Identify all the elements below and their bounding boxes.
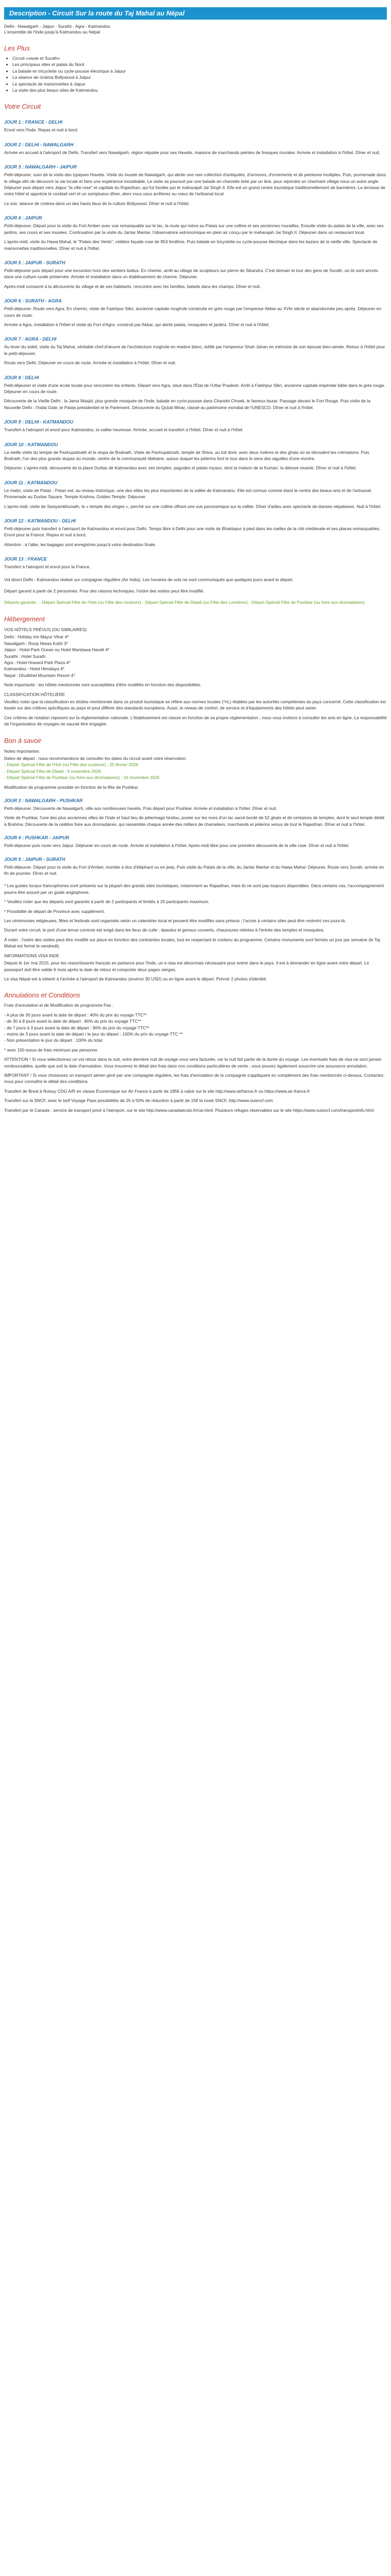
route-line: Delhi - Nawalgarh - Jaipur - Surathi - Agra - Katmandou (4, 24, 110, 29)
day-title: JOUR 6 : SURATH - AGRA (4, 298, 62, 304)
page (0, 7, 391, 2576)
cancel-heading: Annulations et Conditions (4, 991, 80, 999)
day-section (4, 480, 387, 510)
note: Départ garanti à partir de 2 personnes. Pour des raisons techniques, l'ordre des visites peut être modifié. (4, 588, 204, 594)
day-title: JOUR 10 : KATMANDOU (4, 442, 58, 447)
classification-text: Veuillez noter que la classification en étoiles mentionnée dans ce produit touristique se réfère aux normes locales (*nL) établies par les autorités compétentes du pays concerné. Cette classification est basée sur des critères spécifiques au pays et peut différer des standards européens. Aussi, le niveau de confort, de service et d'équipements des hôtels peut varier. (4, 699, 386, 711)
good-quote: * Veuillez noter que les départs sont garantis à partir de 2 participants et limités à 20 participants maximum. (4, 899, 210, 905)
day-text: Après-midi consacré à la découverte du village et de ses habitants, rencontre avec les familles, balade dans les champs. Dîner et nuit. (4, 283, 261, 289)
day-text: Petit-déjeuner. Départ pour la visite du Fort Amber avec vue remarquable sur le lac, la route qui mène au Palais sur une colline et ses anciennes murailles. Ensuite visite du palais de la ville, avec ses jardins, ses cours et ses musées. Continuation par la visite du Jantar Mantar, l'observatoire astronomique en plein air conçu par le maharajah Jai Singh II. Déjeuner dans un restaurant local. (4, 223, 384, 235)
day-title: JOUR 8 : DELHI (4, 375, 39, 380)
day-title: JOUR 12 : KATMANDOU - DELHI (4, 518, 76, 524)
good-day-text: Petit-déjeuner puis route vers Jaipur. Déjeuner en cours de route. Arrivée et installation à l'hôtel. Après-midi libre pour une première découverte de la ville rose. Dîner et nuit à l'hôtel. (4, 843, 350, 849)
day-text: Au lever du soleil, visite du Taj Mahal, véritable chef-d'œuvre de l'architecture moghole en marbre blanc, édifié par l'empereur Shah Jahan en mémoire de son épouse bien-aimée. Retour à l'hôtel pour le petit-déjeuner. (4, 344, 385, 356)
day-section (4, 375, 387, 411)
day-title: JOUR 3 : NAWALGARH - JAIPUR (4, 164, 77, 170)
day-text: Attention : à l'aller, les bagages sont enregistrés jusqu'à votre destination finale. (4, 541, 156, 547)
day-text: Envol vers l'Inde. Repas et nuit à bord. (4, 127, 78, 133)
hotel-line: Katmandou : Hotel Himalaya 4* (4, 666, 64, 672)
cancel-attention: ATTENTION ! Si vous sélectionnez un vol retour dans la nuit, votre dernière nuit de voyage vous sera facturée, car la nuit fait partie de la durée du voyage. Les éventuels frais de visa ne sont jamais remboursables, quelle que soit la date d'annulation. Vous trouverez le détail des frais dans nos conditions particulières de vente ; vous pouvez également souscrire une assurance annulation. (4, 1057, 382, 1069)
note-dates: Départs garantis : - Départ Spécial Fête de l'Holi (ou Fête des couleurs) - Départ Spécial Fête de Diwali (ou Fête des Lumières) - Départ Spécial Fête de Pushkar (ou foire aux dromadaires) (4, 600, 365, 605)
hotel-line: Delhi : Holiday Inn Mayur Vihar 4* (4, 634, 69, 640)
hotel-line: Nawalgarh : Roop Niwas Kothi 3* (4, 640, 68, 646)
good-day-title: JOUR 5 : JAIPUR - SURATH (4, 856, 66, 862)
day-section (4, 518, 387, 548)
route-summary: L'ensemble de l'Inde jusqu'à Katmandou au Népal (4, 29, 100, 35)
day-text: Déjeuner. L'après-midi, découverte de la place Durbar de Katmandou avec ses temples, pagodes et palais royaux, dont la maison de la Kumari, la déesse vivante. Dîner et nuit à l'hôtel. (4, 465, 357, 471)
plus-item: • La balade en tricyclette ou cycle-pousse électrique à Jaipur (12, 68, 387, 74)
day-section (4, 442, 387, 471)
plus-item: • Le spectacle de marionnettes à Jaipur (12, 81, 387, 87)
day-text: Arrivée à Agra, installation à l'hôtel et visite du Fort d'Agra, construit par Akbar, qui abrite palais, mosquées et jardins. Dîner et nuit à l'hôtel. (4, 321, 270, 327)
hotel-line: Jaipur : Hotel Park Ocean ou Hotel Mandawa Haveli 4* (4, 647, 109, 653)
good-date: - Départ Spécial Fête de Diwali : 4 novembre 2026 (4, 768, 101, 774)
plus-item: • Circuit «vaute et Surath» (12, 55, 387, 61)
day-text: Le soir, séance de cinéma dans un des hauts lieux de la culture Bollywood. Dîner et nuit à l'hôtel. (4, 200, 190, 206)
day-text: Petit-déjeuner. Route vers Agra. En chemin, visite de Fatehpur Sikri, ancienne capitale moghole construite en grès rouge par l'empereur Akbar au XVIe siècle et abandonnée peu après. Déjeuner en cours de route. (4, 306, 382, 318)
plus-heading: Les Plus (4, 44, 30, 52)
good-heading: Bon à savoir (4, 736, 42, 744)
hotel-line: Nepal : Dhulikhel Mountain Resort 4* (4, 672, 75, 678)
day-text: Découverte de la Vieille Delhi : la Jama Masjid, plus grande mosquée de l'Inde, balade en cyclo-pousse dans Chandni Chowk, le fameux bazar. Passage devant le Fort Rouge. Puis visite de la Nouvelle Delhi : l'India Gate, le Palais présidentiel et le Parlement. Découverte du Qutub Minar, classé au patrimoine mondial de l'UNESCO. Dîner et nuit à l'hôtel. (4, 398, 371, 410)
good-day-text: Petit-déjeuner. Départ pour la visite du Fort d'Amber, montée à dos d'éléphant ou en jeep. Puis visite du Palais de la ville, du Jantar Mantar et du Hawa Mahal. Déjeuner. Route vers Surath, arrivée en fin de journée. Dîner et nuit. (4, 864, 384, 876)
circuit-notes (4, 577, 387, 606)
plus-item: • La séance de cinéma Bollywood à Jaipur (12, 74, 387, 80)
good-date: - Départ Spécial Fête de Pushkar (ou foire aux dromadaires) : 16 novembre 2026 (4, 775, 160, 781)
day-title: JOUR 4 : JAIPUR (4, 215, 42, 221)
cancel-line: - de 30 à 8 jours avant la date de départ : 80% du prix du voyage TTC** (4, 1019, 141, 1024)
good-ethnic: Les cérémonies religieuses, fêtes et festivals sont organisés selon un calendrier local et peuvent être modifiés sans préavis ; l'accès à certains sites peut être restreint ces jours-là. (4, 918, 346, 924)
cancel-section (4, 1002, 387, 1113)
hotels-section (4, 626, 387, 727)
hotel-line: Agra : Hotel Howard Park Plaza 4* (4, 659, 71, 665)
good-day-text: Petit-déjeuner. Découverte de Nawalgarh, ville aux nombreuses havelis. Puis départ pour Pushkar. Arrivée et installation à l'hôtel. Dîner et nuit. (4, 806, 278, 811)
cancel-important: IMPORTANT ! Si vous choisissez un transport aérien géré par une compagnie régulière, les frais d'annulation de la compagnie s'appliquent en complément des frais mentionnés ci-dessus. Contactez-nous pour connaître le détail des conditions. (4, 1072, 385, 1084)
day-title: JOUR 9 : DELHI - KATMANDOU (4, 419, 73, 425)
day-section (4, 298, 387, 328)
day-section (4, 419, 387, 433)
day-section (4, 215, 387, 251)
cancel-transfer: Transfert sur la SNCF, avec le tarif Voyage Pass possibilités de 25 à 50% de réduction à partir de 15€ la route SNCF, http://www.ouisncf.com (4, 1098, 273, 1104)
good-quote: * Les guides locaux francophones sont présents sur la plupart des grands sites touristiques, notamment au Rajasthan, mais ils ne sont pas toujours disponibles. Dans certains cas, l'accompagnement pourra être assuré par un guide anglophone. (4, 883, 384, 895)
visa-text: Depuis le 1er mai 2015, pour les ressortissants français en partance pour l'Inde, un e-visa est désormais nécessaire pour entrer dans le pays. Il est à demander en ligne avant votre départ. Le passeport doit être valide 6 mois après la date de retour et comporter deux pages vierges. (4, 960, 369, 972)
day-title: JOUR 11 : KATMANDOU (4, 480, 58, 485)
good-section (4, 748, 387, 982)
day-text: Petit-déjeuner, suivi de la visite des typiques Havelis. Visite du musée de Nawalgarh, qui abrite une rare collection d'antiquités, d'armures, d'ornements et de peintures multiples. Puis, promenade dans le village afin de découvrir la vie locale et faire une expérience inoubliable. Le visite se poursuit par une balade en charrette tirée par un âne, pour rejoindre un charmant village nous un autre angle. Déjeuner puis départ vers Jaipur "la ville rose" et capitale du Rajasthan, qui fut fondée par le maharajah Jai Singh II. Elle est un grand centre touristique traditionnellement de bannières. La terrasse de notre hôtel et apprécie le cocktail vert et un somptueux dîner, alors vous vous arrêterez au cœur de l'artisanat local. (4, 172, 386, 197)
hotels-note: Note importante : les hôtels mentionnés sont susceptibles d'être modifiés en fonction des disponibilités. (4, 682, 202, 688)
day-text: Petit-déjeuner et visite d'une école locale pour rencontrer les enfants. Départ vers Agra, situé dans l'État de l'Uttar Pradesh. Arrêt à Fatehpur Sikri, ancienne capitale impériale bâtie dans le grès rouge. Déjeuner en cours de route. (4, 382, 385, 394)
page-banner: Description - Circuit Sur la route du Taj Mahal au Népal (4, 7, 387, 20)
good-attention: À noter : l'ordre des visites peut être modifié sur place en fonction des contraintes locales, tout en respectant le contenu du programme. Certains monuments sont fermés un jour par semaine (le Taj Mahal est fermé le vendredi). (4, 937, 380, 949)
day-text: Transfert à l'aéroport et envol pour la France. (4, 564, 91, 570)
good-day-title: JOUR 4 : PUSHKAR - JAIPUR (4, 835, 70, 841)
day-text: Le matin, visite de Patan : Patan est, au niveau historique, une des villes les plus importantes de la vallée de Katmandou. Elle est connue comme étant le centre des beaux-arts et de l'artisanat. Promenade au Durbar Square, Temple Krishna, Golden Temple. Déjeuner. (4, 487, 372, 500)
classification-disclaimer: Ces critères de notation reposent sur la réglementation nationale. L'établissement est classé en fonction de sa propre réglementation ; nous vous invitons à consulter les avis en ligne. La responsabilité de l'organisateur de voyages ne saurait être engagée. (4, 715, 387, 727)
day-title: JOUR 13 : FRANCE (4, 556, 47, 562)
cancel-transfer: Transfert par le Canada : service de transport privé à l'aéroport, sur le site http://www.canadaecolo.fr/rue.html. Plusieurs refuges réservables sur le site https://www.ouisncf.com/transportinfo.html (4, 1107, 374, 1113)
day-text: Petit-déjeuner puis départ pour une excursion hors des sentiers battus. En chemin, arrêt au village de sculpteurs sur pierre de Sikandra. C'est demain le tour des gens de Surath, où ils sont ancrés dans une culture rurale préservée. Arrivée et installation dans un établissement de charme. Déjeuner. (4, 267, 379, 280)
cancel-star: * avec 150 euros de frais minimum par personne (4, 1047, 97, 1053)
good-date: - Départ Spécial Fête de l'Holi (ou Fête des couleurs) : 25 février 2026 (4, 762, 138, 768)
day-text: Petit-déjeuner puis transfert à l'aéroport de Katmandou et envol pour Delhi. Temps libre à Delhi pour une visite de Bhaktapur à pied dans les ruelles de la cité médiévale et ses places remarquables. Envol pour la France. Repas et nuit à bord. (4, 526, 381, 538)
page-subtitle (4, 24, 387, 35)
good-quote: * Possibilité de départ de Province avec supplément. (4, 908, 105, 914)
plus-item: • La visite des plus beaux sites de Katmandou (12, 87, 387, 93)
day-section (4, 260, 387, 290)
good-sites: Durant votre circuit, le port d'une tenue correcte est exigé dans les lieux de culte : épaules et genoux couverts, chaussures retirées à l'entrée des temples et mosquées. (4, 927, 324, 933)
cancel-transfer: Transfert de Brest à Roissy CDG A/R en classe Économique sur Air France à partir de 185€ à valoir sur le site http://www.airfrance.fr ou https://www.air-france.fr (4, 1088, 310, 1094)
good-title: Notes importantes (4, 748, 39, 754)
day-section (4, 336, 387, 366)
cancel-line: - A plus de 30 jours avant la date de départ : 40% du prix du voyage TTC** (4, 1012, 147, 1018)
day-section (4, 119, 387, 133)
day-section (4, 556, 387, 570)
circuit-heading: Votre Circuit (4, 103, 41, 111)
good-date: Dates de départ : nous recommandons de consulter les dates du circuit avant votre réservation. (4, 755, 187, 761)
day-title: JOUR 7 : AGRA - DELHI (4, 336, 57, 342)
day-title: JOUR 5 : JAIPUR - SURATH (4, 260, 66, 265)
plus-item: • Les principaux sites et palais du Nord (12, 61, 387, 67)
day-text: Arrivée en accueil à l'aéroport de Delhi. Transfert vers Nawalgarh, région réputée pour ses Havelis, maisons de marchands peintes de fresques murales. Arrivée et installation à l'hôtel. Dîner et nuit. (4, 149, 380, 155)
good-day-title: JOUR 3 : NAWALGARH - PUSHKAR (4, 798, 83, 803)
cancel-line: - Non présentation le jour du départ : 100% du total. (4, 1038, 104, 1043)
day-title: JOUR 1 : FRANCE - DELHI (4, 120, 63, 125)
plus-list (4, 55, 387, 93)
cancel-line: - moins de 3 jours avant la date de départ / le jour du départ : 100% du prix du voyage TTC ** (4, 1031, 183, 1037)
day-text: Transfert à l'aéroport et envol pour Katmandou, la vallée heureuse. Arrivée, accueil et transfert à l'hôtel. Dîner et nuit à l'hôtel. (4, 427, 243, 433)
day-text: L'après-midi, visite de Swayambhunath, le « temple des singes », perché sur une colline offrant une vue panoramique sur la vallée. Dîner d'adieu avec spectacle de danses népalaises. Nuit à l'hôtel. (4, 503, 382, 509)
classification-title: CLASSIFICATION HÔTELIÈRE (4, 691, 66, 697)
day-text: Route vers Delhi. Déjeuner en cours de route. Arrivée et installation à l'hôtel. Dîner et nuit. (4, 360, 176, 366)
note: Vol direct Delhi - Katmandou réalisé sur compagnie régulière (Air India). Les horaires de vols ne sont communiqués que quelques jours avant le départ. (4, 577, 294, 582)
good-visits: Modification de programme possible en fonction de la fête de Pushkar. (4, 784, 139, 790)
day-section (4, 164, 387, 207)
hotels-title: VOS HÔTELS PRÉVUS (OU SIMILAIRES) (4, 626, 87, 632)
hotel-line: Surathi : Hotel Surath (4, 653, 46, 659)
cancel-intro: Frais d'annulation et de Modification de programme Pax : (4, 1003, 114, 1008)
day-title: JOUR 2 : DELHI - NAWALGARH (4, 142, 74, 147)
cancel-line: - de 7 jours à 3 jours avant la date de départ : 90% du prix du voyage TTC** (4, 1025, 150, 1030)
good-day-text: Visite de Pushkar, l'une des plus anciennes villes de l'Inde et haut lieu de pèlerinage hindou, posée sur les rives d'un lac sacré bordé de 52 ghats et de centaines de temples, dont le seul temple dédié à Brahma. Découverte de la célèbre foire aux dromadaires, qui rassemble chaque année des milliers de chameliers, marchands et pèlerins venus de tout le Rajasthan. Dîner et nuit à l'hôtel. (4, 815, 385, 827)
hotels-heading: Hébergement (4, 615, 45, 623)
day-section (4, 142, 387, 156)
day-text: L'après-midi, visite du Hawa Mahal, le "Palais des Vents", célèbre façade rose de 953 fenêtres. Puis balade en tricyclette ou cycle-pousse électrique dans les bazars de la vieille ville. Spectacle de marionnettes traditionnelles. Dîner et nuit à l'hôtel. (4, 239, 378, 251)
visa-title: INFORMATIONS VISA INDE (4, 953, 59, 958)
day-text: La vieille visite du temple de Pashupatinath et le stupa de Bodnath. Visite de Pashupatinath, temple de Shiva, au toit doré, avec deux rivières et des ghats où se déroulent les crémations. Puis Bodnath, l'un des plus grands stupas du monde, centre de la communauté tibétaine, autour duquel les pèlerins font le tour dans le sens des aiguilles d'une montre. (4, 449, 369, 461)
visa-text: Le visa Népal est à obtenir à l'arrivée à l'aéroport de Katmandou (environ 30 USD) ou en ligne avant le départ. Prévoir 2 photos d'identité. (4, 976, 267, 981)
